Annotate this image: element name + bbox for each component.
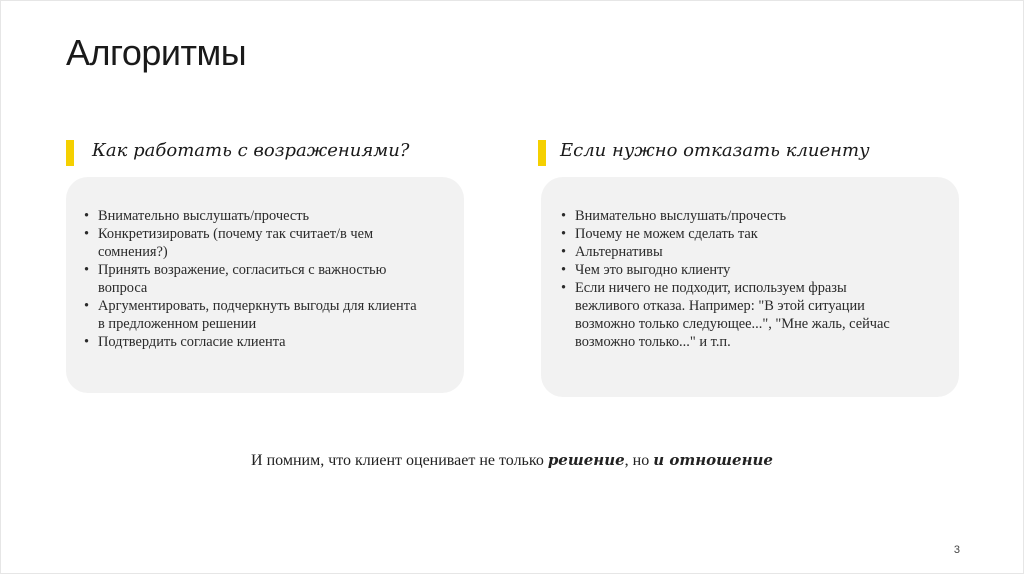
right-list xyxy=(561,207,911,351)
right-heading: Если нужно отказать клиенту xyxy=(560,140,870,161)
list-item: • Принять возражение, согласиться с важностью вопроса xyxy=(84,261,424,297)
list-item: • Альтернативы xyxy=(561,243,911,261)
list-item: • Если ничего не подходит, используем фразы вежливого отказа. Например: "В этой ситуации возможно только следующее...", "Мне жаль, сейчас возможно только..." и т.п. xyxy=(561,279,911,351)
left-card xyxy=(66,177,464,393)
list-item: • Почему не можем сделать так xyxy=(561,225,911,243)
closing-statement xyxy=(0,451,1024,470)
closing-middle: , но xyxy=(624,452,650,469)
list-item: • Внимательно выслушать/прочесть xyxy=(561,207,911,225)
left-list xyxy=(84,207,424,351)
list-item: • Подтвердить согласие клиента xyxy=(84,333,424,351)
closing-prefix: И помним, что клиент оценивает не только xyxy=(251,452,544,469)
list-item: • Аргументировать, подчеркнуть выгоды для клиента в предложенном решении xyxy=(84,297,424,333)
right-card xyxy=(541,177,959,397)
slide-title: Алгоритмы xyxy=(66,32,247,73)
right-accent-bar xyxy=(538,140,546,166)
left-heading: Как работать с возражениями? xyxy=(92,140,410,161)
list-item: • Внимательно выслушать/прочесть xyxy=(84,207,424,225)
list-item: • Чем это выгодно клиенту xyxy=(561,261,911,279)
list-item: • Конкретизировать (почему так считает/в чем сомнения?) xyxy=(84,225,424,261)
closing-emphasis-decision: решение xyxy=(547,451,625,469)
left-accent-bar xyxy=(66,140,74,166)
closing-emphasis-attitude: и отношение xyxy=(653,451,773,469)
page-number: 3 xyxy=(953,544,960,556)
